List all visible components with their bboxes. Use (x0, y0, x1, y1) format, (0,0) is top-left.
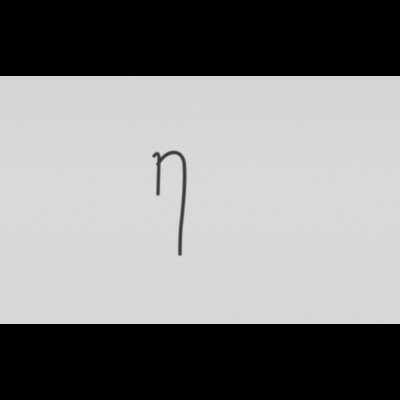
paper-texture-and-ink (0, 76, 400, 324)
paper-sheet (0, 76, 400, 324)
letterbox-bottom (0, 324, 400, 400)
letterbox-top (0, 0, 400, 76)
paper-grain (0, 76, 400, 324)
